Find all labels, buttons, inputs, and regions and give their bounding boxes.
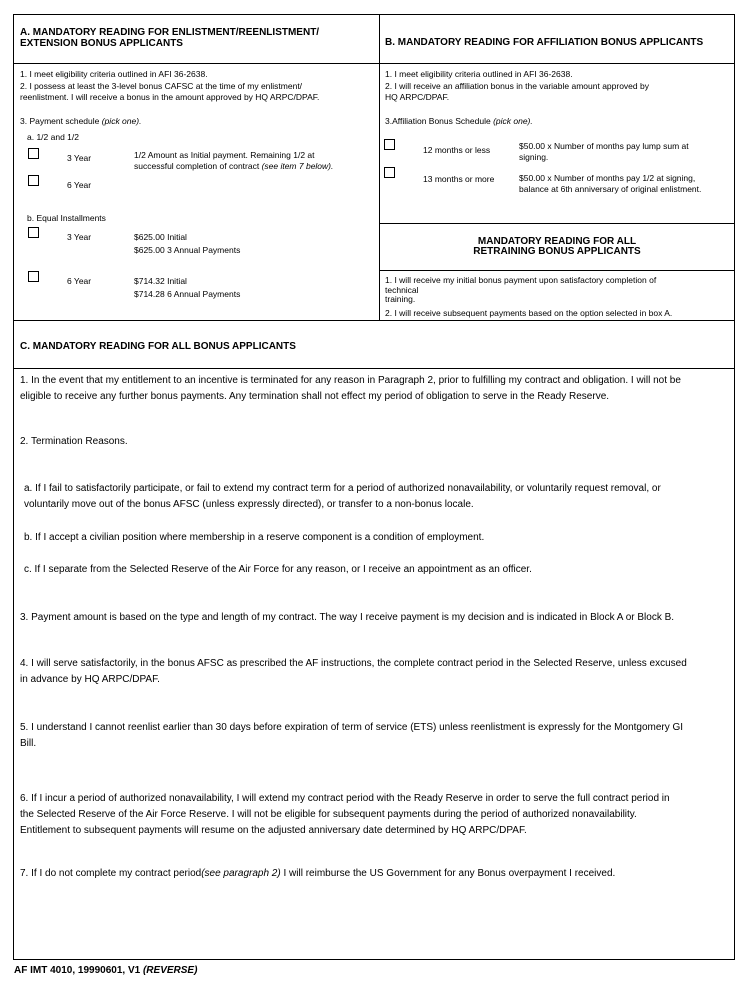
section-a-item2-line1: 2. I possess at least the 3-level bonus CAFSC at the time of my enlistment/ bbox=[20, 81, 303, 91]
section-c-top-divider bbox=[14, 320, 735, 321]
form-id: AF IMT 4010, 19990601, V1 bbox=[14, 965, 143, 976]
half-description bbox=[134, 150, 374, 171]
section-a-item3 bbox=[20, 116, 141, 127]
section-a-sub-b: b. Equal Installments bbox=[27, 213, 106, 223]
paragraph-7-note: (see paragraph 2) bbox=[201, 868, 281, 879]
retraining-item1-line2: technical bbox=[385, 284, 419, 295]
checkbox-12-months-or-less[interactable] bbox=[384, 139, 395, 150]
section-b-item2-line1: 2. I will receive an affiliation bonus in the variable amount approved by bbox=[385, 81, 649, 91]
paragraph-1 bbox=[20, 373, 728, 405]
option-12-months-description bbox=[519, 141, 733, 162]
paragraph-6-line1: 6. If I incur a period of authorized nonavailability, I will extend my contract period with the Ready Reserve in order to serve the full contract period in bbox=[20, 793, 670, 804]
equal-3-year-amounts bbox=[134, 232, 240, 255]
option-13-months-label: 13 months or more bbox=[423, 174, 495, 184]
option-12-months-description-line1: $50.00 x Number of months pay lump sum at bbox=[519, 141, 689, 151]
form-side: (REVERSE) bbox=[142, 965, 198, 976]
retraining-item1-line1: 1. I will receive my initial bonus payment upon satisfactory completion of bbox=[385, 275, 657, 285]
section-a-item3-note: (pick one). bbox=[101, 116, 142, 126]
section-a-item3-text: 3. Payment schedule bbox=[20, 116, 102, 126]
paragraph-1-line2: eligible to receive any further bonus payments. Any termination shall not effect my period of obligation to serve in the Ready Reserve. bbox=[20, 391, 610, 402]
paragraph-5-line2: Bill. bbox=[20, 738, 37, 749]
equal-6-year-label: 6 Year bbox=[67, 276, 92, 286]
paragraph-6-line3: Entitlement to subsequent payments will resume on the adjusted anniversary date determined by HQ ARPC/DPAF. bbox=[20, 825, 527, 836]
equal-3-year-label: 3 Year bbox=[67, 232, 92, 242]
half-description-line2 bbox=[134, 161, 374, 172]
option-12-months-description-line2: signing. bbox=[519, 151, 549, 162]
checkbox-equal-3-year[interactable] bbox=[28, 227, 39, 238]
half-3-year-label: 3 Year bbox=[67, 153, 92, 163]
section-a-title-line2: EXTENSION BONUS APPLICANTS bbox=[20, 38, 183, 49]
retraining-item1-line3: training. bbox=[385, 294, 416, 304]
retraining-item2: 2. I will receive subsequent payments based on the option selected in box A. bbox=[385, 308, 673, 318]
form-footer bbox=[14, 965, 197, 976]
paragraph-2: 2. Termination Reasons. bbox=[20, 436, 128, 447]
retraining-title-line1: MANDATORY READING FOR ALL bbox=[477, 236, 637, 247]
section-b-item1: 1. I meet eligibility criteria outlined in AFI 36-2638. bbox=[385, 69, 573, 79]
paragraph-4-line1: 4. I will serve satisfactorily, in the bonus AFSC as prescribed the AF instructions, the complete contract period in the Selected Reserve, unless excused bbox=[20, 658, 687, 669]
checkbox-13-months-or-more[interactable] bbox=[384, 167, 395, 178]
section-a-item1: 1. I meet eligibility criteria outlined in AFI 36-2638. bbox=[20, 69, 208, 79]
paragraph-5-line1: 5. I understand I cannot reenlist earlier than 30 days before expiration of term of service (ETS) unless reenlistment is expressly for the Montgomery GI bbox=[20, 722, 684, 733]
section-a-sub-a: a. 1/2 and 1/2 bbox=[27, 132, 79, 142]
option-12-months-label: 12 months or less bbox=[423, 145, 491, 155]
section-b-item3 bbox=[385, 116, 533, 127]
paragraph-2b: b. If I accept a civilian position where membership in a reserve component is a condition of employment. bbox=[24, 532, 485, 543]
paragraph-2a-line2: voluntarily move out of the bonus AFSC (unless expressly directed), or transfer to a non-bonus locale. bbox=[24, 499, 474, 510]
half-description-line2-text: successful completion of contract bbox=[134, 160, 262, 171]
paragraph-2a-line1: a. If I fail to satisfactorily participate, or fail to extend my contract term for a period of authorized nonavailability, or voluntarily request removal, or bbox=[24, 483, 661, 494]
equal-6-year-annual: $714.28 6 Annual Payments bbox=[134, 288, 241, 299]
paragraph-6 bbox=[20, 791, 728, 839]
option-13-months-description bbox=[519, 173, 733, 194]
section-c-title: C. MANDATORY READING FOR ALL BONUS APPLICANTS bbox=[20, 341, 296, 352]
section-b-item2-line2: HQ ARPC/DPAF. bbox=[385, 91, 450, 102]
equal-3-year-initial: $625.00 Initial bbox=[134, 232, 187, 242]
equal-6-year-initial: $714.32 Initial bbox=[134, 276, 187, 286]
paragraph-4-line2: in advance by HQ ARPC/DPAF. bbox=[20, 674, 160, 685]
checkbox-equal-6-year[interactable] bbox=[28, 271, 39, 282]
section-a-item2 bbox=[20, 81, 378, 102]
section-b-item3-note: (pick one). bbox=[493, 116, 533, 126]
paragraph-7-text: 7. If I do not complete my contract period bbox=[20, 868, 202, 879]
section-a-item2-line2: reenlistment. I will receive a bonus in the amount approved by HQ ARPC/DPAF. bbox=[20, 91, 320, 102]
paragraph-6-line2: the Selected Reserve of the Air Force Reserve. I will not be eligible for subsequent payments during the period of authorized nonavailability. bbox=[20, 809, 637, 820]
header-divider-a bbox=[14, 63, 379, 64]
section-b-item3-text: 3.Affiliation Bonus Schedule bbox=[385, 116, 494, 126]
paragraph-3: 3. Payment amount is based on the type and length of my contract. The way I receive payment is my decision and is indicated in Block A or Block B. bbox=[20, 612, 675, 623]
retraining-title-line2: RETRAINING BONUS APPLICANTS bbox=[473, 246, 641, 257]
checkbox-half-6-year[interactable] bbox=[28, 175, 39, 186]
option-13-months-description-line2: balance at 6th anniversary of original enlistment. bbox=[519, 183, 702, 194]
paragraph-4 bbox=[20, 656, 728, 688]
half-description-note: (see item 7 below). bbox=[261, 160, 334, 171]
section-b-title: B. MANDATORY READING FOR AFFILIATION BONUS APPLICANTS bbox=[385, 37, 704, 48]
paragraph-7 bbox=[20, 866, 728, 882]
retraining-title bbox=[379, 237, 735, 257]
retraining-item1 bbox=[385, 276, 730, 305]
equal-3-year-annual: $625.00 3 Annual Payments bbox=[134, 244, 241, 255]
paragraph-7-suffix: I will reimburse the US Government for any Bonus overpayment I received. bbox=[280, 868, 616, 879]
section-b-item2 bbox=[385, 81, 730, 102]
option-13-months-description-line1: $50.00 x Number of months pay 1/2 at signing, bbox=[519, 173, 696, 183]
paragraph-2a bbox=[24, 481, 732, 513]
half-6-year-label: 6 Year bbox=[67, 180, 92, 190]
header-divider-b bbox=[379, 63, 735, 64]
column-divider bbox=[379, 14, 380, 320]
paragraph-1-line1: 1. In the event that my entitlement to an incentive is terminated for any reason in Paragraph 2, prior to fulfilling my contract and obligation. I will not be bbox=[20, 375, 681, 386]
paragraph-2c: c. If I separate from the Selected Reserve of the Air Force for any reason, or I receive an appointment as an officer. bbox=[24, 564, 532, 575]
checkbox-half-3-year[interactable] bbox=[28, 148, 39, 159]
retraining-header-divider bbox=[379, 270, 735, 271]
section-a-title bbox=[20, 27, 375, 49]
paragraph-5 bbox=[20, 720, 728, 752]
retraining-top-divider bbox=[379, 223, 735, 224]
section-c-header-divider bbox=[14, 368, 735, 369]
section-a-title-line1: A. MANDATORY READING FOR ENLISTMENT/REENLISTMENT/ bbox=[20, 27, 320, 38]
half-description-line1: 1/2 Amount as Initial payment. Remaining 1/2 at bbox=[134, 150, 315, 160]
equal-6-year-amounts bbox=[134, 276, 240, 299]
